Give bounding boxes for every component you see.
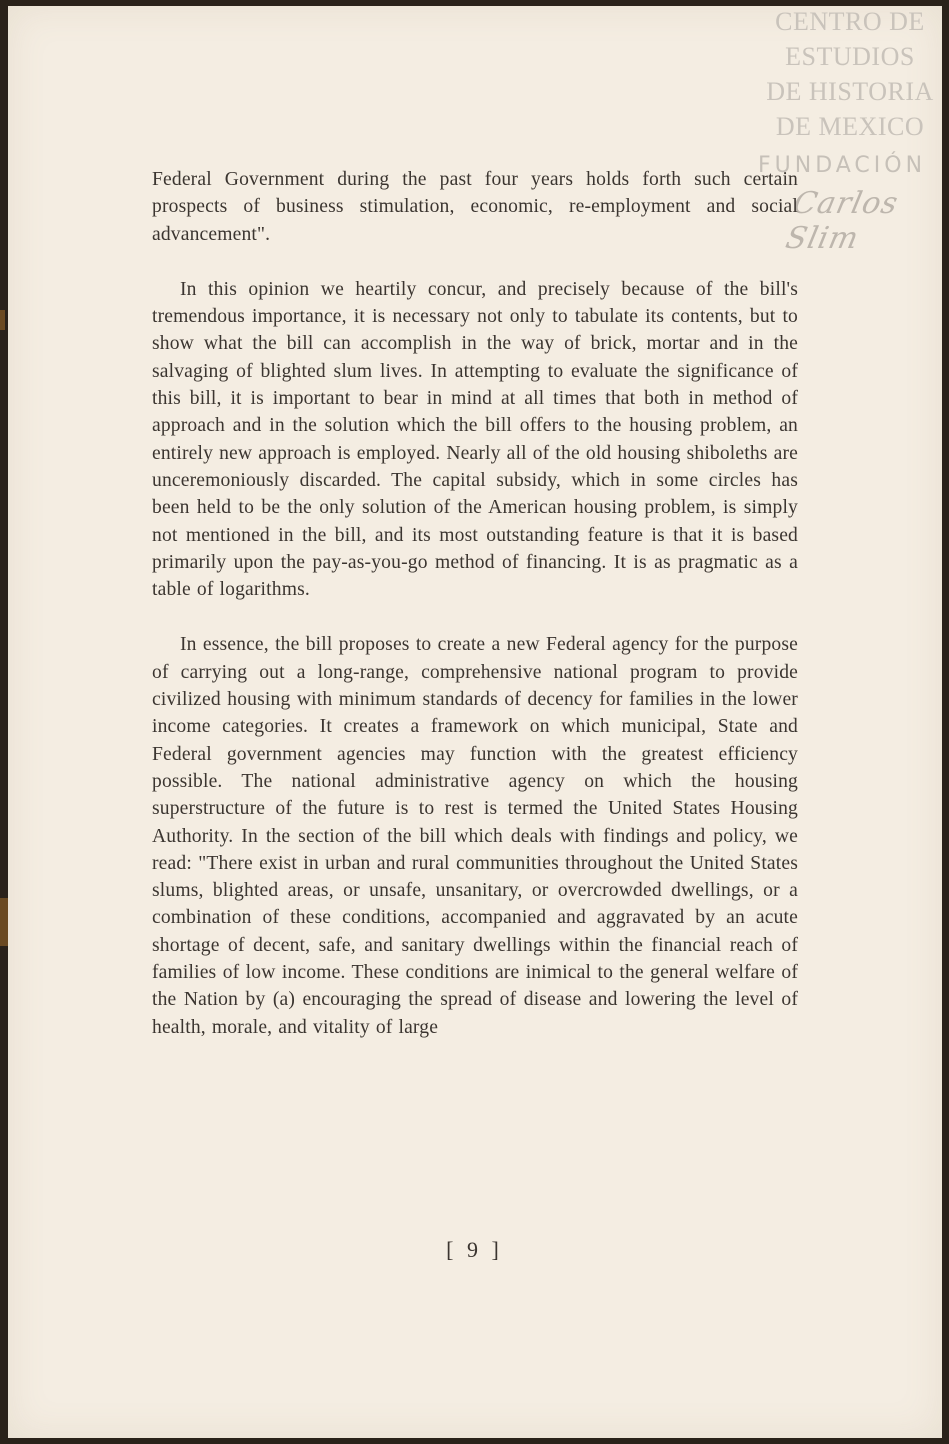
body-text: [152, 166, 798, 1069]
paragraph: In this opinion we heartily concur, and precisely because of the bill's tremendous importance, it is necessary not only to tabulate its contents, but to show what the bill can accomplish in the way of brick, mortar and in the salvaging of blighted slum lives. In attempting to evaluate the significance of this bill, it is important to bear in mind at all times that both in method of approach and in the solution which the bill offers to the housing problem, an entirely new approach is employed. Nearly all of the old housing shiboleths are unceremoniously discarded. The capital subsidy, which in some circles has been held to be the only solution of the American housing problem, is simply not mentioned in the bill, and its most outstanding feature is that it is based primarily upon the pay-as-you-go method of financing. It is as pragmatic as a table of logarithms.: [152, 278, 798, 601]
watermark-line: DE HISTORIA: [766, 77, 934, 106]
paragraph: In essence, the bill proposes to create a new Federal agency for the purpose of carrying out a long-range, comprehensive national program to provide civilized housing with minimum standards of decency for families in the lower income categories. It creates a framework on which municipal, State and Federal government agencies may function with the greatest efficiency possible. The national administrative agency on which the housing superstructure of the future is to rest is termed the United States Housing Authority. In the section of the bill which deals with findings and policy, we read: "There exist in urban and rural communities throughout the United States slums, blighted areas, or unsafe, unsanitary, or overcrowded dwellings, or a combination of these conditions, accompanied and aggravated by an acute shortage of decent, safe, and sanitary dwellings within the financial reach of families of low income. These conditions are inimical to the general welfare of the Nation by (a) encouraging the spread of disease and lowering the level of health, morale, and vitality of large: [152, 634, 798, 1038]
watermark-line: DE MEXICO: [775, 112, 925, 141]
foundation-signature: Carlos Slim: [782, 186, 902, 256]
left-edge-mark: [0, 310, 5, 330]
left-edge-mark: [0, 898, 8, 946]
paragraph: Federal Government during the past four years holds forth such certain prospects of business stimulation, economic, re-employment and social advancement".: [152, 169, 798, 245]
archive-watermark: [760, 4, 940, 144]
page-number: [ 9 ]: [446, 1237, 503, 1262]
foundation-label: FUNDACIÓN: [758, 153, 927, 178]
watermark-line: CENTRO DE: [775, 7, 925, 36]
watermark-line: ESTUDIOS: [785, 42, 915, 71]
